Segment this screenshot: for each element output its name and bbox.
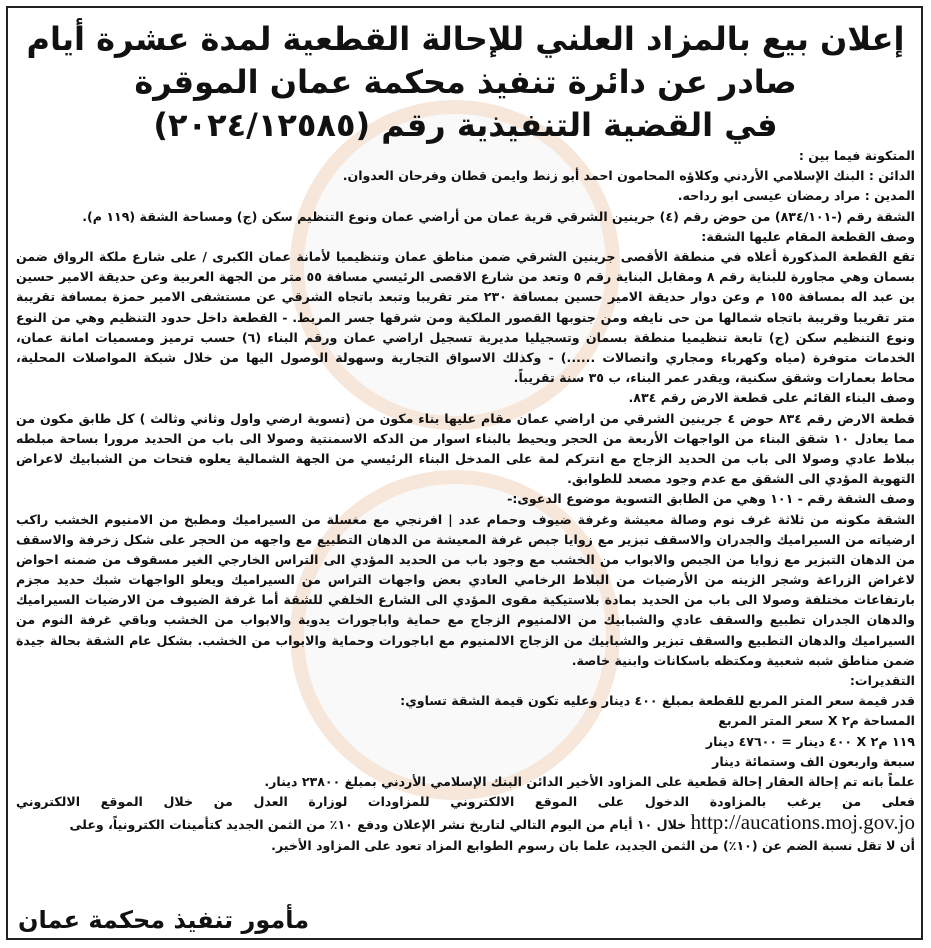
body-line-text: المدين : مراد رمضان عيسى ابو رداحه. (677, 188, 915, 204)
body-line (16, 308, 915, 328)
body-line (16, 328, 915, 348)
body-line-text: بسمان وهي مجاورة للبناية رقم ٨ ومقابل البناية رقم ٥ وتعد من شارع الاقصى الرئيسي مسافة ٥٥ متر من الجهة العربية وعن حديقة الامير حسين (16, 269, 915, 285)
body-line (16, 671, 915, 691)
body-line (16, 388, 915, 408)
body-line (16, 836, 915, 856)
body-line (16, 752, 915, 772)
body-line-text: الخدمات متوفرة (مياه وكهرباء ومجاري واتصالات ......) - وكذلك الاسواق التجارية وسهولة الوصول اليها من خلال شبكة المواصلات المحلية، (16, 349, 915, 365)
body-line-text: خلال ١٠ أيام من اليوم التالي لتاريخ نشر الإعلان ودفع ١٠٪ من الثمن الجديد كتأمينات الكترونياً، وعلى (69, 817, 687, 833)
body-line-text: سبعة واربعون الف وستمائة دينار (712, 753, 915, 769)
body-line-text: قدر قيمة سعر المتر المربع للقطعة بمبلغ ٤٠٠ دينار وعليه تكون قيمة الشقة تساوي: (400, 693, 915, 709)
body-line-text: بارتفاعات مختلفة وصولا الى باب من الحديد بمادة بلاستيكية مقوى المؤدي الى الشارع الخلفي للشقة أما غرفة الضيوف من الارضيات السيراميك (16, 592, 915, 608)
body-line-text: وصف الشقة رقم - ١٠١ وهي من الطابق التسوية موضوع الدعوى:- (507, 491, 915, 507)
body-line-text: قطعة الارض رقم ٨٣٤ حوض ٤ جرينين الشرقي من اراضي عمان مقام عليها بناء مكون من (تسوية ارضي واول وثاني وثالث ) كل طابق مكون من (16, 410, 915, 426)
body-line-text: المتكونة فيما بين : (798, 148, 915, 163)
body-line-text: وصف البناء القائم على قطعة الارض رقم ٨٣٤. (628, 390, 915, 406)
title-line-2: صادر عن دائرة تنفيذ محكمة عمان الموقرة (134, 63, 797, 101)
body-line (16, 732, 915, 752)
body-line-text: بن عبد اله بمسافة ١٥٥ م وعن دوار حديقة الامير حسين بمسافة ٢٣٠ متر تقريبا وتبعد باتجاه الشرقي عن مستشفى الامير حمزة بمسافة تقريبة (16, 289, 915, 305)
body-line-text: أن لا تقل نسبة الضم عن (١٠٪) من الثمن الجديد، علما بان رسوم الطوابع المزاد تعود على المزاود الأخير. (271, 837, 915, 853)
body-line (16, 166, 915, 186)
body-line-text: التهوية المؤدي الى الشقق مع عدم وجود مصعد للطوابق. (567, 471, 915, 487)
body-line (16, 590, 915, 610)
body-line (16, 227, 915, 247)
body-line-text: الدائن : البنك الإسلامي الأردني وكلاؤه المحامون احمد أبو زنط وايمن قطان وفرحان العدوان. (342, 168, 915, 184)
body-line (16, 550, 915, 570)
body-line (16, 247, 915, 267)
body-line-text: ضمن مناطق شبه شعبية ومكتظه باسكانات وابنية خاصة. (571, 652, 915, 668)
body-line-text: علماً بانه تم إحالة العقار إحالة قطعية على المزاود الأخير الدائن البنك الإسلامي الأردني بمبلغ ٢٣٨٠٠ دينار. (264, 774, 915, 790)
body-line (16, 691, 915, 711)
signature: مأمور تنفيذ محكمة عمان (18, 906, 310, 934)
body-line (16, 287, 915, 307)
body-line (16, 530, 915, 550)
body-line (16, 186, 915, 206)
body-line (16, 348, 915, 368)
body-line-text: متر تقريبا وقريبة باتجاه شمالها من حى نايفه ومن جنوبها القصور الملكية ومن شرقها جسر المربط. - القطعة داخل حدود التنظيم وهي من النوع (16, 309, 915, 325)
body-line (16, 429, 915, 449)
body-line-text: تقع القطعة المذكورة أعلاه في منطقة الأقصى جرينين الشرقي ضمن مناطق عمان وتنظيميا لأمانة عمان الكبرى / على شارع ملكة الرواق ضمن (16, 249, 915, 265)
body-line (16, 368, 915, 388)
body-line (16, 510, 915, 530)
title-line-1: إعلان بيع بالمزاد العلني للإحالة القطعية لمدة عشرة أيام (26, 20, 905, 58)
auction-website-link[interactable]: http://aucations.moj.gov.jo (690, 812, 915, 835)
body-line-text: ونوع التنظيم سكن (ج) تابعة تنظيميا منطقة بسمان وتسجيليا مديرية تسجيل اراضي عمان ورقم البناء (٦) حسب ترميز ومسميات امانة عمان، (16, 329, 915, 345)
body-line-text: التقديرات: (849, 673, 915, 689)
body-line-text: لاغراض الزراعة وشجر الزينه من الأرضيات من البلاط الرخامي العادي بعض واجهات التراس من السيراميك ويعلو الواجهات شبك حديد مجزم (16, 572, 915, 588)
body-line (16, 711, 915, 731)
body-line (16, 146, 915, 166)
body-line (16, 207, 915, 227)
body-line (16, 651, 915, 671)
body-line (16, 570, 915, 590)
body-line-text: من الدهان التبزير مع زوايا من الجبص والابواب من الخشب مع وجود باب من الحديد المؤدي الى التراس الخارجي الغير مسقوف من ضمنه احواض (16, 551, 915, 567)
title-line-3: في القضية التنفيذية رقم (٢٠٢٤/١٢٥٨٥) (153, 106, 778, 144)
announcement-title (20, 18, 911, 147)
body-line (16, 792, 915, 812)
body-line-text: مما يعادل ١٠ شقق البناء من الواجهات الأربعة من الحجر ويحيط بالبناء اسوار من الدكه الاسمنتية وصولا الى باب من الحديد مرورا بساحة مبلطه (16, 430, 915, 446)
body-line-text: ١١٩ م٢ X ٤٠٠ دينار = ٤٧٦٠٠ دينار (705, 733, 915, 749)
body-line-text: الشقة رقم (-٨٣٤/١٠١) من حوض رقم (٤) جرينين الشرقي قرية عمان من أراضي عمان ونوع التنظيم سكن (ج) ومساحة الشقة (١١٩ م). (82, 208, 915, 224)
body-line-text: والدهان الجدران تطبيع والسقف عادي والشبابيك من الالمنيوم الزجاج مع حماية واباجورات يدوية والابواب من الخشب وباقي غرفة النوم من (16, 612, 915, 628)
body-line (16, 469, 915, 489)
body-line (16, 449, 915, 469)
body-line (16, 489, 915, 509)
body-line (16, 409, 915, 429)
body-line-text: ارضياته من السيراميك والجدران والاسقف تبزير مع زوايا جبص غرفة المعيشة من الدهان التطبيع مع واجهه من الحجر على شكل زخرفة والاسقف (16, 531, 915, 547)
body-line-text: السيراميك والدهان التطبيع والسقف تبزير والشبابيك من الزجاج الالمنيوم مع اباجورات وحماية والابواب من الخشب. بشكل عام الشقة بحالة جيدة (16, 632, 915, 648)
body-line (16, 812, 915, 835)
body-line (16, 631, 915, 651)
body-line (16, 772, 915, 792)
body-line (16, 610, 915, 630)
body-line-text: فعلى من يرغب بالمزاودة الدخول على الموقع الالكتروني للمزاودات لوزارة العدل من خلال الموقع الالكتروني (16, 794, 915, 810)
body-line-text: المساحة م٢ X سعر المتر المربع (718, 713, 915, 729)
announcement-body (16, 146, 915, 856)
body-line (16, 267, 915, 287)
body-line-text: ببلاط عادي وصولا الى باب من الحديد الزجاج مع انتركم لمة على المدخل البناء الرئيسي من الجهة الشمالية يعلوه فتحات من الشبابيك لاعراض (16, 450, 915, 466)
body-line-text: وصف القطعة المقام عليها الشقة: (701, 228, 915, 244)
body-line-text: الشقة مكونه من ثلاثة غرف نوم وصالة معيشة وغرفة ضيوف وحمام عدد | افرنجي مع مغسلة من السيراميك ومطبخ من الامنيوم الخشب راكب (16, 511, 915, 527)
body-line-text: محاط بعمارات وشقق سكنية، ويقدر عمر البناء، ب ٣٥ سنة تقريباً. (513, 370, 915, 386)
